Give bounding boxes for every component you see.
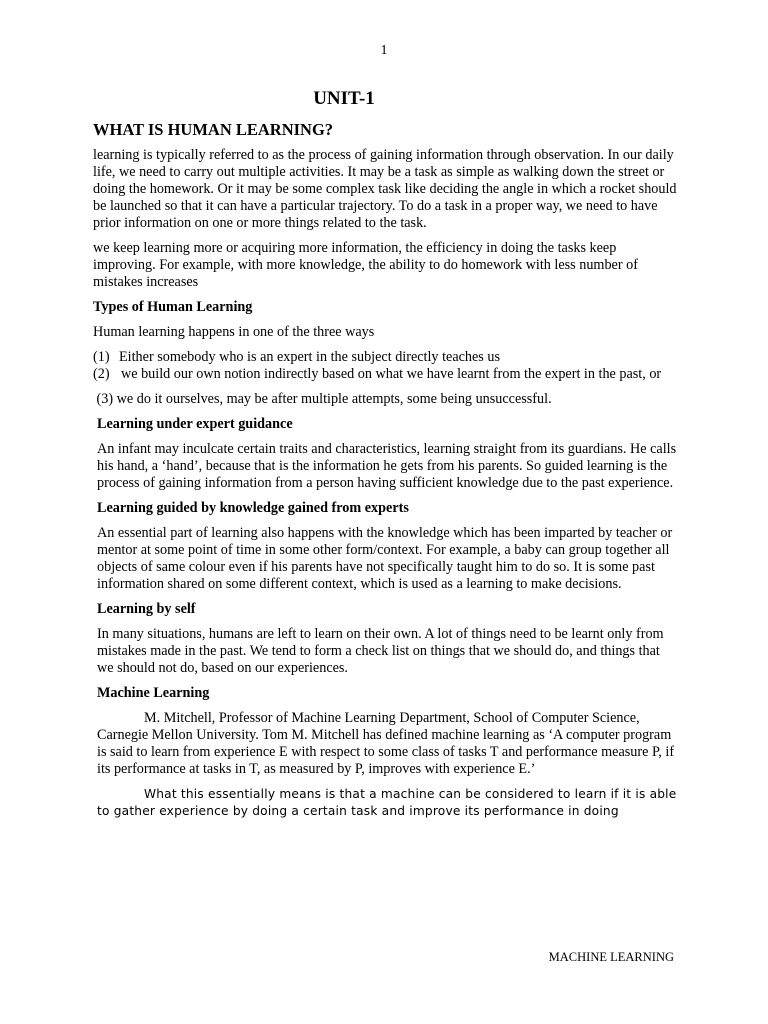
main-heading: WHAT IS HUMAN LEARNING? bbox=[93, 120, 334, 139]
list-item-3: (3) we do it ourselves, may be after multiple attempts, some being unsuccessful. bbox=[93, 391, 552, 407]
expert-guidance-heading: Learning under expert guidance bbox=[97, 416, 293, 432]
knowledge-text: An essential part of learning also happens with the knowledge which has been imparted by teacher or mentor at some point of time in some other form/context. For example, a baby can group together all objects of same colour even if his parents have not specifically taught him to do so. It is some past information shared on some different context, which is used as a learning to make decisions. bbox=[97, 525, 673, 592]
list-item bbox=[93, 366, 677, 383]
body-content bbox=[93, 147, 677, 828]
types-intro: Human learning happens in one of the three ways bbox=[93, 324, 375, 340]
self-learning-heading: Learning by self bbox=[97, 601, 196, 617]
unit-title: UNIT-1 bbox=[313, 88, 375, 109]
list-item-number: (2) bbox=[93, 366, 110, 382]
expert-guidance-text: An infant may inculcate certain traits and characteristics, learning straight from its guardians. He calls his hand, a ‘hand’, because that is the information he gets from his parents. So guided learning is the process of gaining information from a person having sufficient knowledge due to the past experience. bbox=[97, 441, 677, 491]
page-number: 1 bbox=[380, 43, 388, 58]
machine-learning-meaning: What this essentially means is that a machine can be considered to learn if it is able to gather experience by doing a certain task and improve its performance in doing bbox=[97, 787, 677, 818]
knowledge-heading: Learning guided by knowledge gained from experts bbox=[97, 500, 409, 516]
intro-paragraph: learning is typically referred to as the process of gaining information through observation. In our daily life, we need to carry out multiple activities. It may be a task as simple as walking down the street or doing the homework. Or it may be some complex task like deciding the angle in which a rocket should be launched so that it can have a particular trajectory. To do a task in a proper way, we need to have prior information on one or more things related to the task. bbox=[93, 147, 677, 231]
list-item-number: (1) bbox=[93, 349, 110, 365]
learning-ways-list bbox=[93, 349, 677, 383]
types-heading: Types of Human Learning bbox=[93, 299, 253, 315]
list-item-text: we build our own notion indirectly based on what we have learnt from the expert in the past, or bbox=[121, 366, 662, 382]
efficiency-paragraph: we keep learning more or acquiring more information, the efficiency in doing the tasks keep improving. For example, with more knowledge, the ability to do homework with less number of mistakes increases bbox=[93, 240, 638, 290]
machine-learning-heading: Machine Learning bbox=[97, 685, 210, 701]
list-item bbox=[93, 349, 677, 366]
machine-learning-definition: M. Mitchell, Professor of Machine Learning Department, School of Computer Science, Carnegie Mellon University. Tom M. Mitchell has defined machine learning as ‘A computer program is said to learn from experience E with respect to some class of tasks T and performance measure P, if its performance at tasks in T, as measured by P, improves with experience E.’ bbox=[97, 710, 675, 777]
self-learning-text: In many situations, humans are left to learn on their own. A lot of things need to be learnt only from mistakes made in the past. We tend to form a check list on things that we should do, and things that we should not do, based on our experiences. bbox=[97, 626, 664, 676]
list-item-text: Either somebody who is an expert in the subject directly teaches us bbox=[119, 349, 500, 365]
footer-title: MACHINE LEARNING bbox=[548, 950, 674, 964]
